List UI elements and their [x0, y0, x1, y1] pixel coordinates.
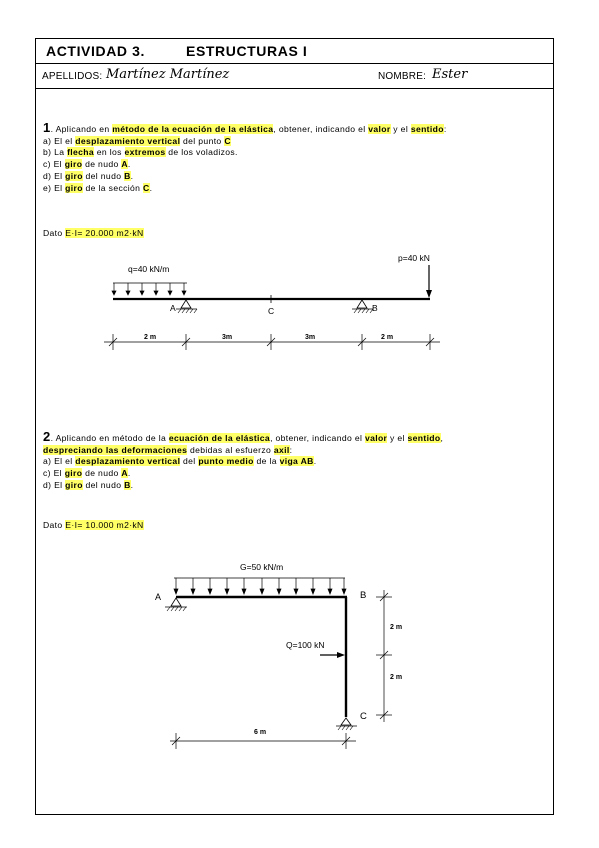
apellidos-value: Martínez Martínez: [106, 67, 230, 82]
dim-label: 3m: [222, 334, 233, 341]
node-b-label: B: [372, 303, 378, 313]
q1-text: .: [130, 170, 134, 181]
q2-highlight: giro: [64, 468, 83, 479]
q1-highlight: desplazamiento vertical: [75, 135, 181, 146]
node-c-label: C: [268, 306, 275, 316]
q1-highlight: extremos: [124, 147, 166, 158]
q1-highlight: giro: [65, 170, 83, 181]
q2-point-load-label: Q=100 kN: [286, 640, 325, 650]
dim-label: 2 m: [144, 334, 157, 341]
q2-dato-value: E·I= 10.000 m2·kN: [65, 520, 144, 530]
q2-highlight: ecuación de la elástica: [168, 433, 271, 443]
q2-text: a) El el: [43, 456, 76, 467]
q1-point-load-label: p=40 kN: [398, 253, 430, 263]
q2-dato-label: Dato: [43, 520, 66, 530]
q2-highlight: giro: [65, 479, 83, 490]
node-a-label: A: [155, 592, 162, 602]
q1-text: a) El el: [43, 135, 76, 146]
q1-text: de los voladizos.: [165, 147, 238, 158]
nombre-label: NOMBRE:: [378, 71, 427, 82]
q1-text: c) El: [43, 159, 65, 170]
q1-highlight: giro: [64, 159, 83, 170]
activity-title: ACTIVIDAD 3.: [46, 43, 145, 59]
q2-text: debidas al esfuerzo: [187, 444, 274, 455]
q1-text: en los: [94, 147, 125, 158]
q2-text: .: [127, 468, 131, 479]
q2-text: , obtener, indicando el: [270, 433, 365, 443]
q2-text: de la: [253, 456, 280, 467]
q1-highlight: A: [121, 159, 128, 170]
q2-highlight: sentido: [407, 433, 441, 443]
dim-label: 6 m: [254, 729, 267, 736]
q1-text: y el: [390, 124, 411, 134]
q1-highlight: B: [124, 170, 131, 181]
q1-text: d) El: [43, 170, 66, 181]
q2-highlight: viga AB: [279, 456, 314, 467]
q1-highlight: giro: [65, 182, 83, 193]
node-b-label: B: [360, 590, 367, 601]
q1-highlight: método de la ecuación de la elástica: [112, 124, 274, 134]
q2-highlight: B: [124, 479, 131, 490]
q1-text: e) El: [43, 182, 66, 193]
q1-text: , obtener, indicando el: [273, 124, 369, 134]
subject-title: ESTRUCTURAS I: [186, 43, 308, 59]
q2-load-label: G=50 kN/m: [240, 562, 284, 572]
q1-text: del nudo: [82, 170, 125, 181]
q2-text: :: [289, 444, 293, 455]
q1-dato-label: Dato: [43, 228, 66, 238]
q2-text: del: [180, 456, 199, 467]
q2-text: c) El: [43, 468, 65, 479]
q1-text: del punto: [180, 135, 225, 146]
q2-text: d) El: [43, 479, 66, 490]
q2-text: . Aplicando en método de la: [50, 433, 169, 443]
q1-text: .: [149, 182, 153, 193]
q1-highlight: flecha: [67, 147, 95, 158]
q2-highlight: valor: [364, 433, 388, 443]
dim-label: 3m: [305, 334, 316, 341]
q1-text: de nudo: [82, 159, 122, 170]
q1-highlight: C: [224, 135, 231, 146]
q1-highlight: valor: [368, 124, 391, 134]
q1-dato-value: E·I= 20.000 m2·kN: [65, 228, 144, 238]
q2-highlight: punto medio: [198, 456, 254, 467]
q1-highlight: C: [143, 182, 150, 193]
q1-text: b) La: [43, 147, 68, 158]
q2-text: y el: [387, 433, 408, 443]
dim-label: 2 m: [390, 674, 403, 681]
q2-highlight: A: [121, 468, 128, 479]
node-c-label: C: [360, 711, 367, 722]
q1-text: de la sección: [82, 182, 143, 193]
q2-highlight: despreciando las deformaciones: [43, 444, 188, 455]
q2-text: .: [313, 456, 317, 467]
q2-text: .: [130, 479, 134, 490]
q1-number: 1: [43, 120, 51, 135]
dim-label: 2 m: [390, 624, 403, 631]
q2-number: 2: [43, 429, 51, 444]
nombre-value: Ester: [432, 67, 468, 82]
q2-text: ,: [440, 433, 444, 443]
q1-highlight: sentido: [410, 124, 444, 134]
node-a-label: A: [170, 303, 176, 313]
q2-highlight: axil: [273, 444, 290, 455]
dim-label: 2 m: [381, 334, 394, 341]
apellidos-label: APELLIDOS:: [42, 71, 103, 82]
q2-text: del nudo: [82, 479, 125, 490]
q1-text: :: [443, 124, 447, 134]
q1-load-label: q=40 kN/m: [128, 264, 170, 274]
q1-text: .: [127, 159, 131, 170]
q2-text: de nudo: [82, 468, 122, 479]
q2-highlight: desplazamiento vertical: [75, 456, 181, 467]
q1-text: . Aplicando en: [50, 124, 113, 134]
